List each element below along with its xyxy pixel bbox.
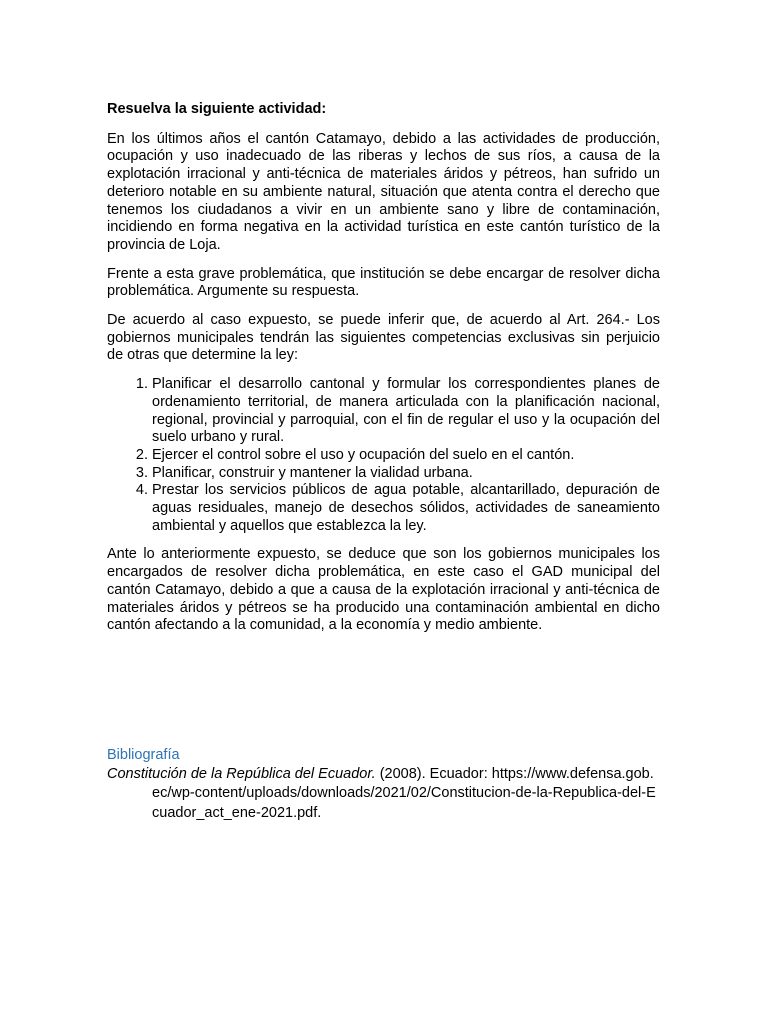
list-item: 2. Ejercer el control sobre el uso y ocupación del suelo en el cantón.: [152, 447, 660, 465]
bibliography-section: [107, 746, 660, 823]
list-item: 3. Planificar, construir y mantener la vialidad urbana.: [152, 465, 660, 483]
question-paragraph: Frente a esta grave problemática, que institución se debe encargar de resolver dicha problemática. Argumente su respuesta.: [107, 265, 660, 300]
bibliography-details: (2008). Ecuador: https://www.defensa.gob.ec/wp-content/uploads/downloads/2021/02/Constitucion-de-la-Republica-del-Ecuador_act_ene-2021.pdf.: [152, 766, 656, 821]
competencies-list: [107, 376, 660, 535]
document-body: [107, 101, 660, 646]
bibliography-entry: [107, 765, 660, 823]
context-paragraph: En los últimos años el cantón Catamayo, debido a las actividades de producción, ocupación y uso inadecuado de las riberas y lechos de sus ríos, a causa de la explotación irracional y anti-técnica de materiales áridos y pétreos, han sufrido un deterioro notable en su ambiente natural, situación que atenta contra el derecho que tenemos los ciudadanos a vivir en un ambiente sano y libre de contaminación, incidiendo en forma negativa en la actividad turística en este cantón turístico de la provincia de Loja.: [107, 130, 660, 253]
activity-heading: Resuelva la siguiente actividad:: [107, 101, 327, 117]
conclusion-paragraph: Ante lo anteriormente expuesto, se deduce que son los gobiernos municipales los encargados de resolver dicha problemática, en este caso el GAD municipal del cantón Catamayo, debido a que a causa de la explotación irracional y anti-técnica de materiales áridos y pétreos se ha producido una contaminación ambiental en dicho cantón afectando a la comunidad, a la economía y medio ambiente.: [107, 546, 660, 634]
bibliography-title: Bibliografía: [107, 747, 180, 763]
bibliography-work-title: Constitución de la República del Ecuador.: [107, 766, 376, 783]
list-item: 1. Planificar el desarrollo cantonal y formular los correspondientes planes de ordenamiento territorial, de manera articulada con la planificación nacional, regional, provincial y parroquial, con el fin de regular el uso y la ocupación del suelo urbano y rural.: [152, 376, 660, 447]
legal-basis-paragraph: De acuerdo al caso expuesto, se puede inferir que, de acuerdo al Art. 264.- Los gobiernos municipales tendrán las siguientes competencias exclusivas sin perjuicio de otras que determine la ley:: [107, 312, 660, 364]
list-item: 4. Prestar los servicios públicos de agua potable, alcantarillado, depuración de aguas residuales, manejo de desechos sólidos, actividades de saneamiento ambiental y aquellos que establezca la ley.: [152, 482, 660, 535]
